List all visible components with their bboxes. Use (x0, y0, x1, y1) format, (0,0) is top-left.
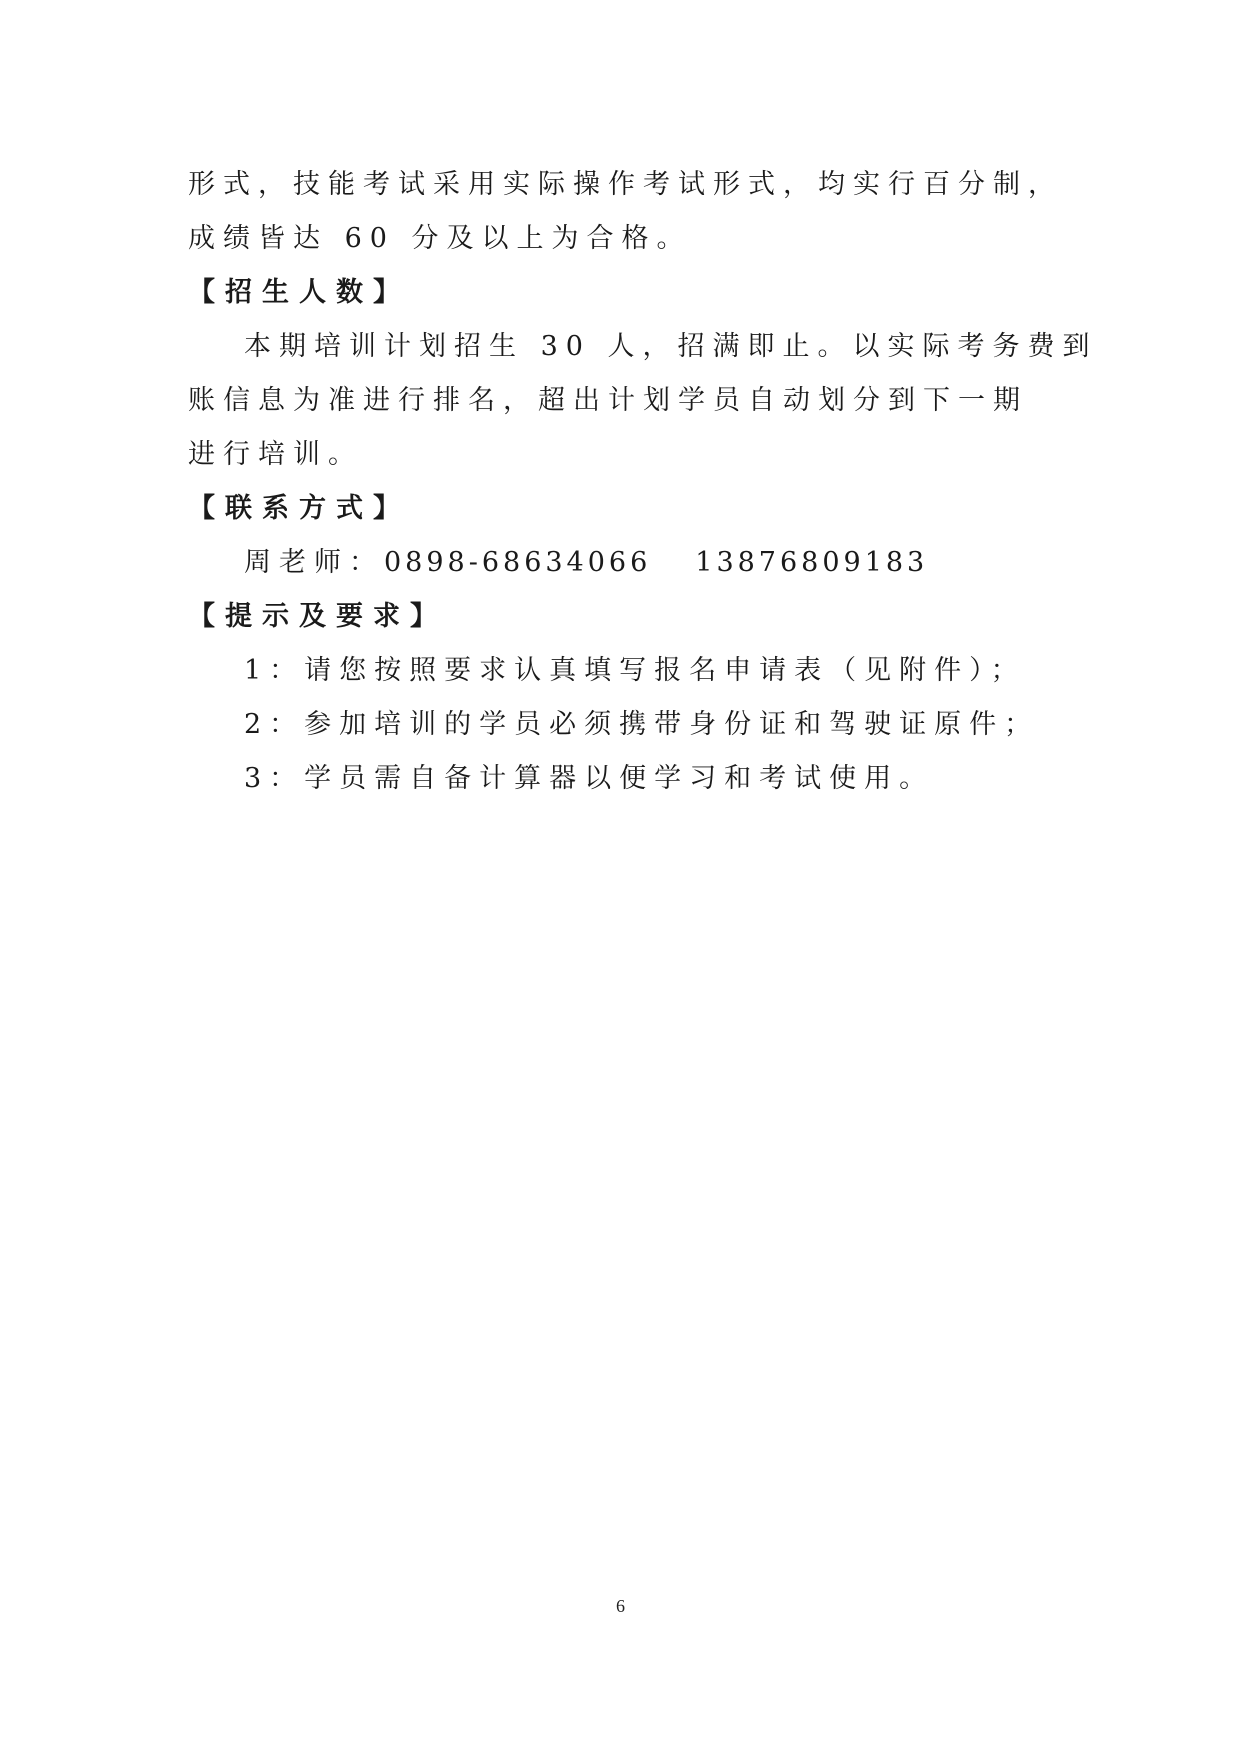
enrollment-text-line-2: 账信息为准进行排名，超出计划学员自动划分到下一期 (188, 385, 1028, 416)
notes-item-1: 1：请您按照要求认真填写报名申请表（见附件）； (244, 655, 1026, 686)
contact-line (188, 536, 1058, 590)
enrollment-heading: 【招生人数】 (188, 277, 410, 308)
enrollment-text-line-1: 本期培训计划招生 30 人，招满即止。以实际考务费到 (244, 331, 1098, 362)
contact-label: 周老师： (244, 547, 384, 578)
notes-item-2: 2：参加培训的学员必须携带身份证和驾驶证原件； (244, 709, 1040, 740)
page-number: 6 (616, 1596, 625, 1616)
exam-text-line-1: 形式，技能考试采用实际操作考试形式，均实行百分制， (188, 169, 1063, 200)
enrollment-text-line-3: 进行培训。 (188, 439, 363, 470)
notes-item-3: 3：学员需自备计算器以便学习和考试使用。 (244, 763, 935, 794)
document-body (188, 158, 1098, 806)
contact-heading: 【联系方式】 (188, 493, 410, 524)
notes-heading: 【提示及要求】 (188, 601, 447, 632)
contact-phone-2: 13876809183 (695, 547, 929, 578)
contact-phone-1: 0898-68634066 (384, 547, 652, 578)
exam-text-line-2: 成绩皆达 60 分及以上为合格。 (188, 223, 692, 254)
